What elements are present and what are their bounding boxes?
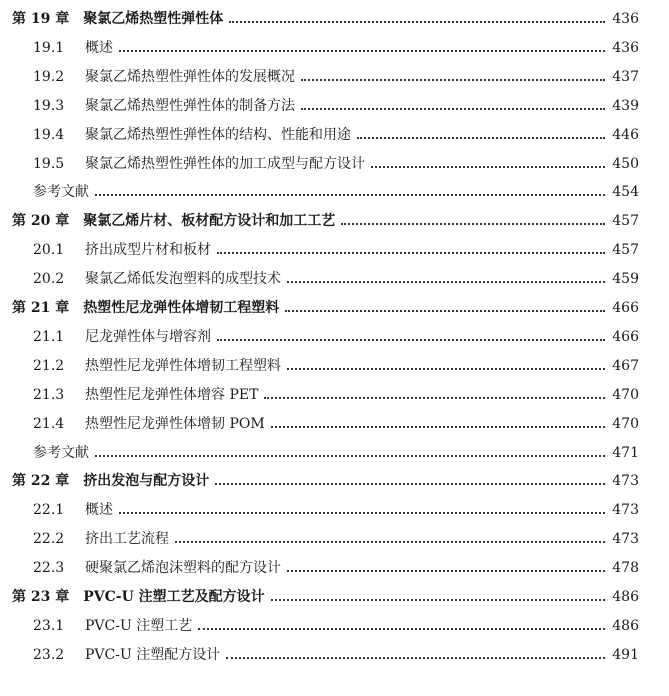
page-number: 436 xyxy=(612,11,639,27)
dot-leader xyxy=(215,468,605,494)
page-number: 471 xyxy=(612,445,639,461)
toc-chapter-entry xyxy=(0,584,669,610)
page-number: 470 xyxy=(612,387,639,403)
toc-section-entry xyxy=(0,642,669,668)
toc-section-entry xyxy=(0,266,669,292)
dot-leader xyxy=(287,266,605,292)
toc-chapter-entry xyxy=(0,295,669,321)
section-title: PVC-U 注塑工艺 xyxy=(85,618,193,634)
section-title: 聚氯乙烯低发泡塑料的成型技术 xyxy=(85,271,281,287)
section-title: 热塑性尼龙弹性体增容 PET xyxy=(85,387,259,403)
ref-title: 参考文献 xyxy=(33,445,89,461)
toc-section-entry xyxy=(0,411,669,437)
section-number: 23.1 xyxy=(33,618,65,634)
dot-leader xyxy=(301,64,605,90)
page-number: 437 xyxy=(612,69,639,85)
dot-leader xyxy=(371,151,605,177)
page-number: 450 xyxy=(612,156,639,172)
toc-ref-entry xyxy=(0,179,669,205)
section-number: 19.1 xyxy=(33,40,65,56)
section-title: 聚氯乙烯热塑性弹性体的加工成型与配方设计 xyxy=(85,156,365,172)
page-number: 473 xyxy=(612,531,639,547)
dot-leader xyxy=(285,295,605,321)
dot-leader xyxy=(271,411,605,437)
page-number: 457 xyxy=(612,242,639,258)
chapter-number: 第 20 章 xyxy=(12,213,70,229)
ref-title: 参考文献 xyxy=(33,184,89,200)
section-number: 20.2 xyxy=(33,271,65,287)
chapter-title: PVC-U 注塑工艺及配方设计 xyxy=(83,589,265,605)
section-number: 19.2 xyxy=(33,69,65,85)
toc-chapter-entry xyxy=(0,208,669,234)
section-number: 20.1 xyxy=(33,242,65,258)
section-title: 聚氯乙烯热塑性弹性体的制备方法 xyxy=(85,98,295,114)
section-title: 挤出成型片材和板材 xyxy=(85,242,211,258)
dot-leader xyxy=(229,6,605,32)
toc-section-entry xyxy=(0,237,669,263)
section-number: 23.2 xyxy=(33,647,65,663)
dot-leader xyxy=(287,555,605,581)
page-number: 491 xyxy=(612,647,639,663)
dot-leader xyxy=(301,93,605,119)
chapter-title: 聚氯乙烯热塑性弹性体 xyxy=(83,11,224,27)
toc-section-entry xyxy=(0,555,669,581)
section-title: 聚氯乙烯热塑性弹性体的结构、性能和用途 xyxy=(85,127,351,143)
toc-section-entry xyxy=(0,353,669,379)
section-number: 19.3 xyxy=(33,98,65,114)
section-number: 21.2 xyxy=(33,358,65,374)
dot-leader xyxy=(287,353,605,379)
dot-leader xyxy=(357,122,605,148)
dot-leader xyxy=(95,440,605,466)
chapter-number: 第 21 章 xyxy=(12,300,70,316)
toc-section-entry xyxy=(0,497,669,523)
page-number: 436 xyxy=(612,40,639,56)
toc-section-entry xyxy=(0,382,669,408)
section-number: 22.2 xyxy=(33,531,65,547)
section-number: 22.3 xyxy=(33,560,65,576)
section-number: 21.4 xyxy=(33,416,65,432)
page-number: 439 xyxy=(612,98,639,114)
chapter-number: 第 23 章 xyxy=(12,589,70,605)
toc-section-entry xyxy=(0,324,669,350)
toc-section-entry xyxy=(0,35,669,61)
page-number: 473 xyxy=(612,473,639,489)
section-title: 热塑性尼龙弹性体增韧 POM xyxy=(85,416,265,432)
section-number: 21.1 xyxy=(33,329,65,345)
toc-section-entry xyxy=(0,93,669,119)
page-number: 454 xyxy=(612,184,639,200)
section-number: 21.3 xyxy=(33,387,65,403)
dot-leader xyxy=(264,382,605,408)
chapter-number: 第 22 章 xyxy=(12,473,70,489)
page-number: 486 xyxy=(612,589,639,605)
section-title: PVC-U 注塑配方设计 xyxy=(85,647,221,663)
toc-section-entry xyxy=(0,526,669,552)
dot-leader xyxy=(119,35,605,61)
toc-section-entry xyxy=(0,122,669,148)
chapter-title: 聚氯乙烯片材、板材配方设计和加工工艺 xyxy=(83,213,336,229)
toc-section-entry xyxy=(0,613,669,639)
section-number: 22.1 xyxy=(33,502,65,518)
chapter-title: 挤出发泡与配方设计 xyxy=(83,473,210,489)
section-title: 挤出工艺流程 xyxy=(85,531,169,547)
page-number: 466 xyxy=(612,329,639,345)
toc-chapter-entry xyxy=(0,468,669,494)
toc-section-entry xyxy=(0,151,669,177)
section-title: 尼龙弹性体与增容剂 xyxy=(85,329,211,345)
page-number: 446 xyxy=(612,127,639,143)
section-title: 概述 xyxy=(85,40,113,56)
dot-leader xyxy=(217,237,605,263)
chapter-number: 第 19 章 xyxy=(12,11,70,27)
page-number: 467 xyxy=(612,358,639,374)
dot-leader xyxy=(341,208,605,234)
page-number: 478 xyxy=(612,560,639,576)
toc-section-entry xyxy=(0,64,669,90)
dot-leader xyxy=(271,584,605,610)
toc-ref-entry xyxy=(0,440,669,466)
section-number: 19.5 xyxy=(33,156,65,172)
dot-leader xyxy=(217,324,605,350)
page-number: 470 xyxy=(612,416,639,432)
page-number: 457 xyxy=(612,213,639,229)
dot-leader xyxy=(175,526,605,552)
dot-leader xyxy=(198,613,605,639)
section-number: 19.4 xyxy=(33,127,65,143)
chapter-title: 热塑性尼龙弹性体增韧工程塑料 xyxy=(83,300,280,316)
section-title: 热塑性尼龙弹性体增韧工程塑料 xyxy=(85,358,281,374)
dot-leader xyxy=(226,642,605,668)
toc-chapter-entry xyxy=(0,6,669,32)
dot-leader xyxy=(119,497,605,523)
page-number: 459 xyxy=(612,271,639,287)
section-title: 概述 xyxy=(85,502,113,518)
page-number: 466 xyxy=(612,300,639,316)
page-number: 486 xyxy=(612,618,639,634)
page-number: 473 xyxy=(612,502,639,518)
section-title: 聚氯乙烯热塑性弹性体的发展概况 xyxy=(85,69,295,85)
section-title: 硬聚氯乙烯泡沫塑料的配方设计 xyxy=(85,560,281,576)
dot-leader xyxy=(95,179,605,205)
